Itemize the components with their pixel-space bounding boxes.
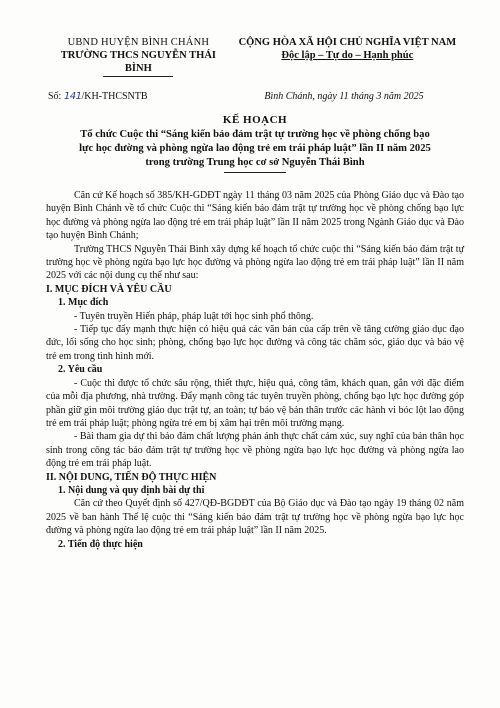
org-line-2: TRƯỜNG THCS NGUYỄN THÁI BÌNH xyxy=(60,50,216,74)
nation-line-2: Độc lập – Tự do – Hạnh phúc xyxy=(281,50,414,61)
document-subtitle xyxy=(46,128,464,170)
subsection-heading-content: 1. Nội dung và quy định bài dự thi xyxy=(58,484,205,496)
title-underline xyxy=(224,172,286,173)
doc-number-suffix: /KH-THCSNTB xyxy=(81,91,148,102)
doc-number-prefix: Số: xyxy=(48,91,64,102)
paragraph-requirements-2: - Bài tham gia dự thi bảo đảm chất lượng phản ánh thực chất cảm xúc, suy nghĩ của bản thân học sinh trong công tác bảo đảm trật tự trường học về phòng ngừa bạo lực học đường và phòng ngừa lao động trẻ em trái pháp luật. xyxy=(46,431,464,470)
paragraph-legal-basis: Căn cứ Kế hoạch số 385/KH-GDĐT ngày 11 tháng 03 năm 2025 của Phòng Giáo dục và Đào tạo huyện Bình Chánh về tổ chức Cuộc thi “Sáng kiến bảo đảm trật tự trường học về phòng chống bạo lực học đường và phòng ngừa lao động trẻ em trái pháp luật” lần II năm 2025 trong Ngành Giáo dục và Đào tạo huyện Bình Chánh; xyxy=(46,190,464,242)
section-heading-1: I. MỤC ĐÍCH VÀ YÊU CẦU xyxy=(46,283,172,295)
subsection-heading-schedule: 2. Tiến độ thực hiện xyxy=(58,538,143,550)
doc-number-handwritten: 141 xyxy=(63,91,82,102)
nation-line-1: CỘNG HÒA XÃ HỘI CHỦ NGHĨA VIỆT NAM xyxy=(238,37,457,48)
national-motto xyxy=(231,36,464,77)
document-header xyxy=(46,36,464,77)
document-title: KẾ HOẠCH xyxy=(222,114,288,126)
document-number xyxy=(46,91,148,102)
org-underline xyxy=(103,76,173,77)
number-date-line xyxy=(46,91,464,102)
subtitle-line: lực học đường và phòng ngừa lao động trẻ em trái pháp luật” lần II năm 2025 xyxy=(79,143,431,154)
paragraph-content: Căn cứ theo Quyết định số 427/QĐ-BGDĐT của Bộ Giáo dục và Đào tạo ngày 19 tháng 02 năm 2025 về ban hành Thể lệ cuộc thi “Sáng kiến bảo đảm trật tự trường học về phòng ngừa bạo lực học đường và phòng ngừa lao động trẻ em trái pháp luật” lần II năm 2025. xyxy=(46,498,464,537)
paragraph-requirements-1: - Cuộc thi được tổ chức sâu rộng, thiết thực, hiệu quả, công tâm, khách quan, gắn với đặc điểm của mỗi địa phương, nhà trường. Đẩy mạnh công tác tuyên truyền phòng, chống bạo lực học đường góp phần giữ gìn môi trường giáo dục trật tự, an toàn; tự bảo vệ bản thân trước các hành vi bóc lột lao động trẻ em trái pháp luật; phòng ngừa trẻ em bị xâm hại trên môi trường mạng. xyxy=(46,377,464,429)
subsection-heading-purpose: 1. Mục đích xyxy=(58,297,109,309)
paragraph-purpose-2: - Tiếp tục đẩy mạnh thực hiện có hiệu quả các văn bản của cấp trên về tăng cường giáo dục đạo đức, lối sống cho học sinh; phòng, chống bạo lực học đường và công tác chăm sóc, giáo dục và bảo vệ trẻ em trong tình hình mới. xyxy=(46,324,464,362)
subsection-heading-requirements: 2. Yêu cầu xyxy=(58,364,103,376)
subtitle-line: trong trường Trung học cơ sở Nguyễn Thái Bình xyxy=(145,157,365,168)
paragraph-purpose-1: - Tuyên truyền Hiến pháp, pháp luật tới học sinh phổ thông. xyxy=(74,310,314,322)
place-date: Bình Chánh, ngày 11 tháng 3 năm 2025 xyxy=(264,91,424,102)
org-line-1: UBND HUYỆN BÌNH CHÁNH xyxy=(67,37,210,48)
subtitle-line: Tổ chức Cuộc thi “Sáng kiến bảo đảm trật tự trường học về phòng chống bạo xyxy=(80,129,430,140)
section-heading-2: II. NỘI DUNG, TIẾN ĐỘ THỰC HIỆN xyxy=(46,471,217,483)
paragraph-intro: Trường THCS Nguyễn Thái Bình xây dựng kế hoạch tổ chức cuộc thi “Sáng kiến bảo đảm trật tự trường học về phòng ngừa bạo lực học đường và phòng ngừa lao động trẻ em trái pháp luật” lần II năm 2025 với các nội dung cụ thể như sau: xyxy=(46,243,464,282)
document-body xyxy=(46,189,464,551)
issuing-organization xyxy=(46,36,231,77)
